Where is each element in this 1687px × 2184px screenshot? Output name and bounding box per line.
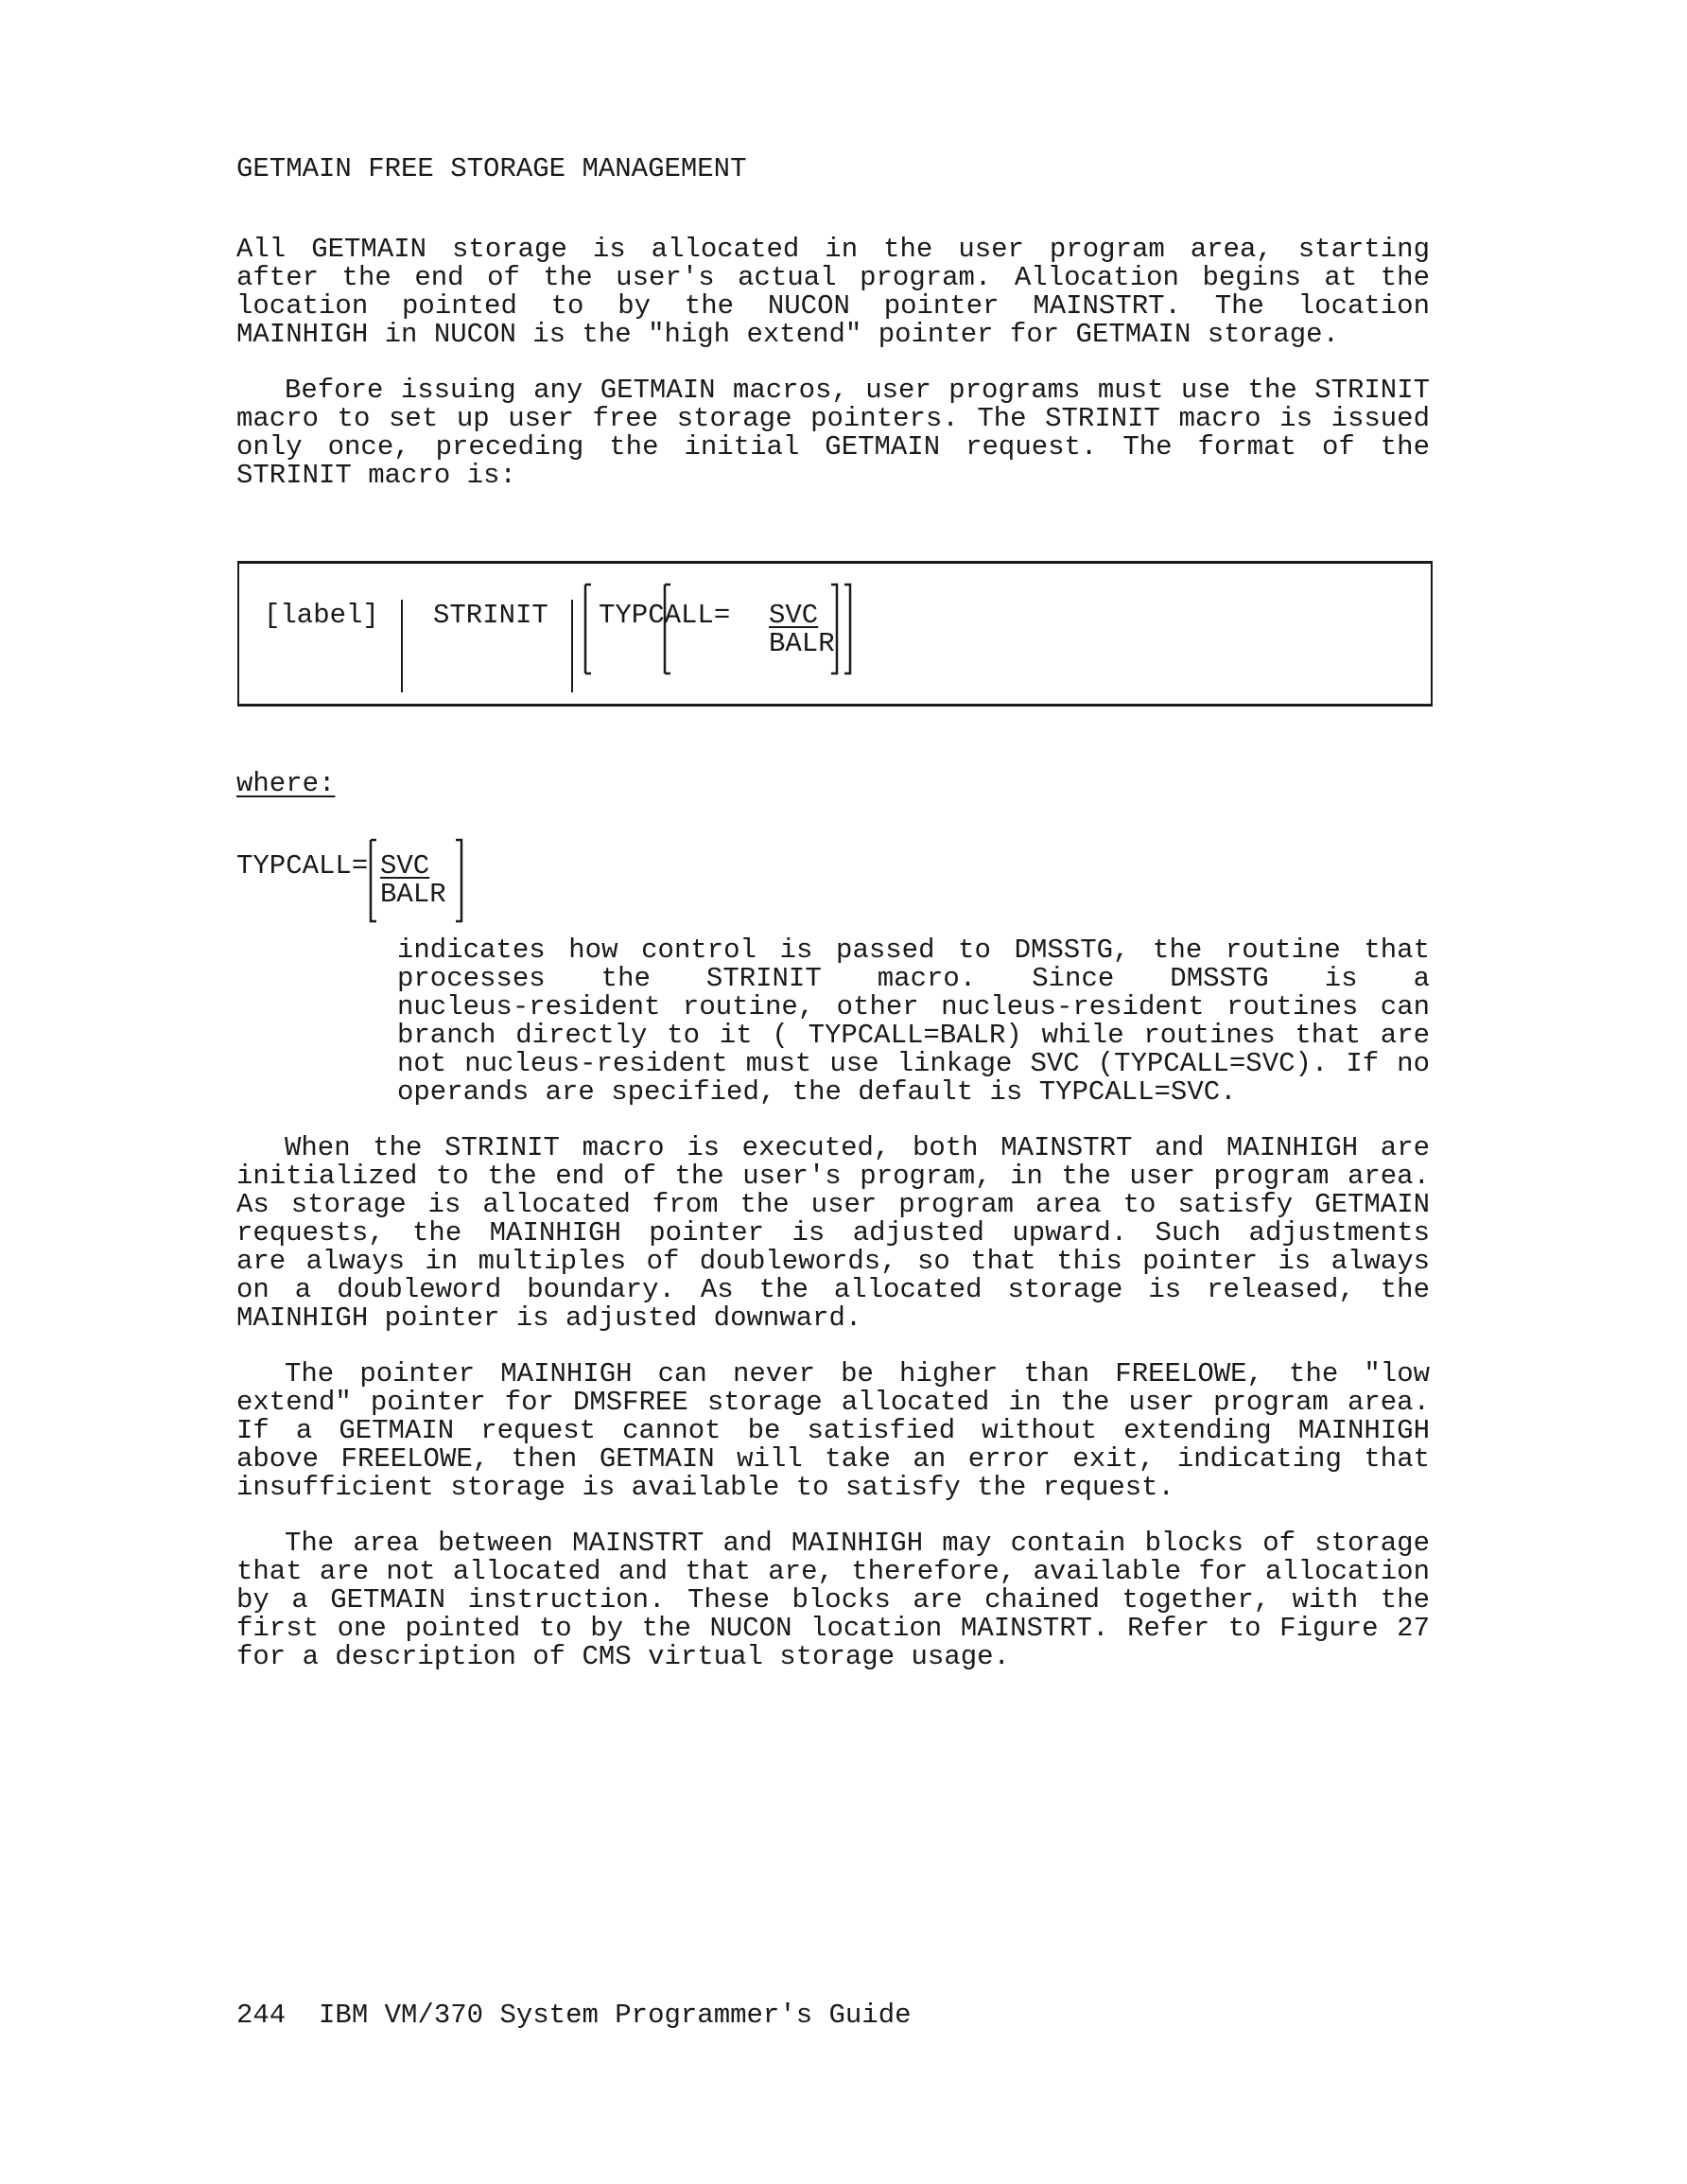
page-number: 244 [236, 2000, 287, 2031]
paragraph-line: by a GETMAIN instruction. These blocks are chained together, with the [236, 1584, 1430, 1616]
paragraph-line: nucleus-resident routine, other nucleus-resident routines can [397, 991, 1430, 1022]
paragraph-line: macro to set up user free storage pointers. The STRINIT macro is issued [236, 403, 1430, 434]
paragraph-line: MAINHIGH pointer is adjusted downward. [236, 1302, 862, 1334]
paragraph-line: When the STRINIT macro is executed, both MAINSTRT and MAINHIGH are [285, 1132, 1430, 1163]
footer-title: IBM VM/370 System Programmer's Guide [319, 2000, 912, 2031]
paragraph-line: The pointer MAINHIGH can never be higher than FREELOWE, the "low [285, 1358, 1430, 1389]
paragraph-line: only once, preceding the initial GETMAIN request. The format of the [236, 431, 1430, 463]
paragraph-line: operands are specified, the default is TYPCALL=SVC. [397, 1076, 1237, 1108]
column-separator [571, 600, 573, 692]
paragraph-line: for a description of CMS virtual storage usage. [236, 1641, 1010, 1672]
paragraph-line: are always in multiples of doublewords, so that this pointer is always [236, 1246, 1430, 1277]
paragraph-line: not nucleus-resident must use linkage SVC (TYPCALL=SVC). If no [397, 1048, 1430, 1079]
paragraph-line: above FREELOWE, then GETMAIN will take an error exit, indicating that [236, 1443, 1430, 1475]
option-alt: BALR [769, 628, 835, 659]
paragraph-line: The area between MAINSTRT and MAINHIGH may contain blocks of storage [285, 1528, 1430, 1559]
param-keyword: TYPCALL= [236, 850, 369, 882]
paragraph-line: requests, the MAINHIGH pointer is adjusted upward. Such adjustments [236, 1217, 1430, 1249]
paragraph-line: If a GETMAIN request cannot be satisfied without extending MAINHIGH [236, 1415, 1430, 1446]
paragraph-line: As storage is allocated from the user program area to satisfy GETMAIN [236, 1189, 1430, 1220]
paragraph-line: MAINHIGH in NUCON is the "high extend" pointer for GETMAIN storage. [236, 319, 1339, 350]
paragraph-line: that are not allocated and that are, therefore, available for allocation [236, 1556, 1430, 1587]
page-footer [236, 2000, 912, 2031]
paragraph-line: location pointed to by the NUCON pointer MAINSTRT. The location [236, 290, 1430, 322]
paragraph-line: branch directly to it ( TYPCALL=BALR) while routines that are [397, 1020, 1430, 1051]
where-heading [236, 768, 335, 799]
paragraph-line: Before issuing any GETMAIN macros, user programs must use the STRINIT [285, 375, 1430, 406]
paragraph-line: STRINIT macro is: [236, 460, 516, 491]
macro-name: STRINIT [433, 600, 548, 631]
paragraph-line: first one pointed to by the NUCON location MAINSTRT. Refer to Figure 27 [236, 1613, 1430, 1644]
paragraph-line: initialized to the end of the user's program, in the user program area. [236, 1161, 1430, 1192]
paragraph-line: extend" pointer for DMSFREE storage allocated in the user program area. [236, 1387, 1430, 1418]
label-field: [label] [264, 600, 379, 631]
macro-format-box [237, 561, 1433, 707]
param-option-default: SVC [380, 850, 430, 882]
param-option-alt: BALR [380, 879, 446, 910]
paragraph-line: processes the STRINIT macro. Since DMSSTG is a [397, 963, 1430, 994]
paragraph-line: after the end of the user's actual program. Allocation begins at the [236, 262, 1430, 293]
operand-keyword: TYPCALL= [599, 600, 731, 631]
paragraph-line: All GETMAIN storage is allocated in the user program area, starting [236, 234, 1430, 265]
column-separator [401, 600, 403, 692]
page-heading: GETMAIN FREE STORAGE MANAGEMENT [236, 153, 747, 184]
paragraph-line: insufficient storage is available to satisfy the request. [236, 1472, 1174, 1503]
paragraph-line: indicates how control is passed to DMSSTG, the routine that [397, 935, 1430, 966]
option-default: SVC [769, 600, 819, 631]
where-label: where: [236, 768, 336, 799]
paragraph-line: on a doubleword boundary. As the allocated storage is released, the [236, 1274, 1430, 1305]
